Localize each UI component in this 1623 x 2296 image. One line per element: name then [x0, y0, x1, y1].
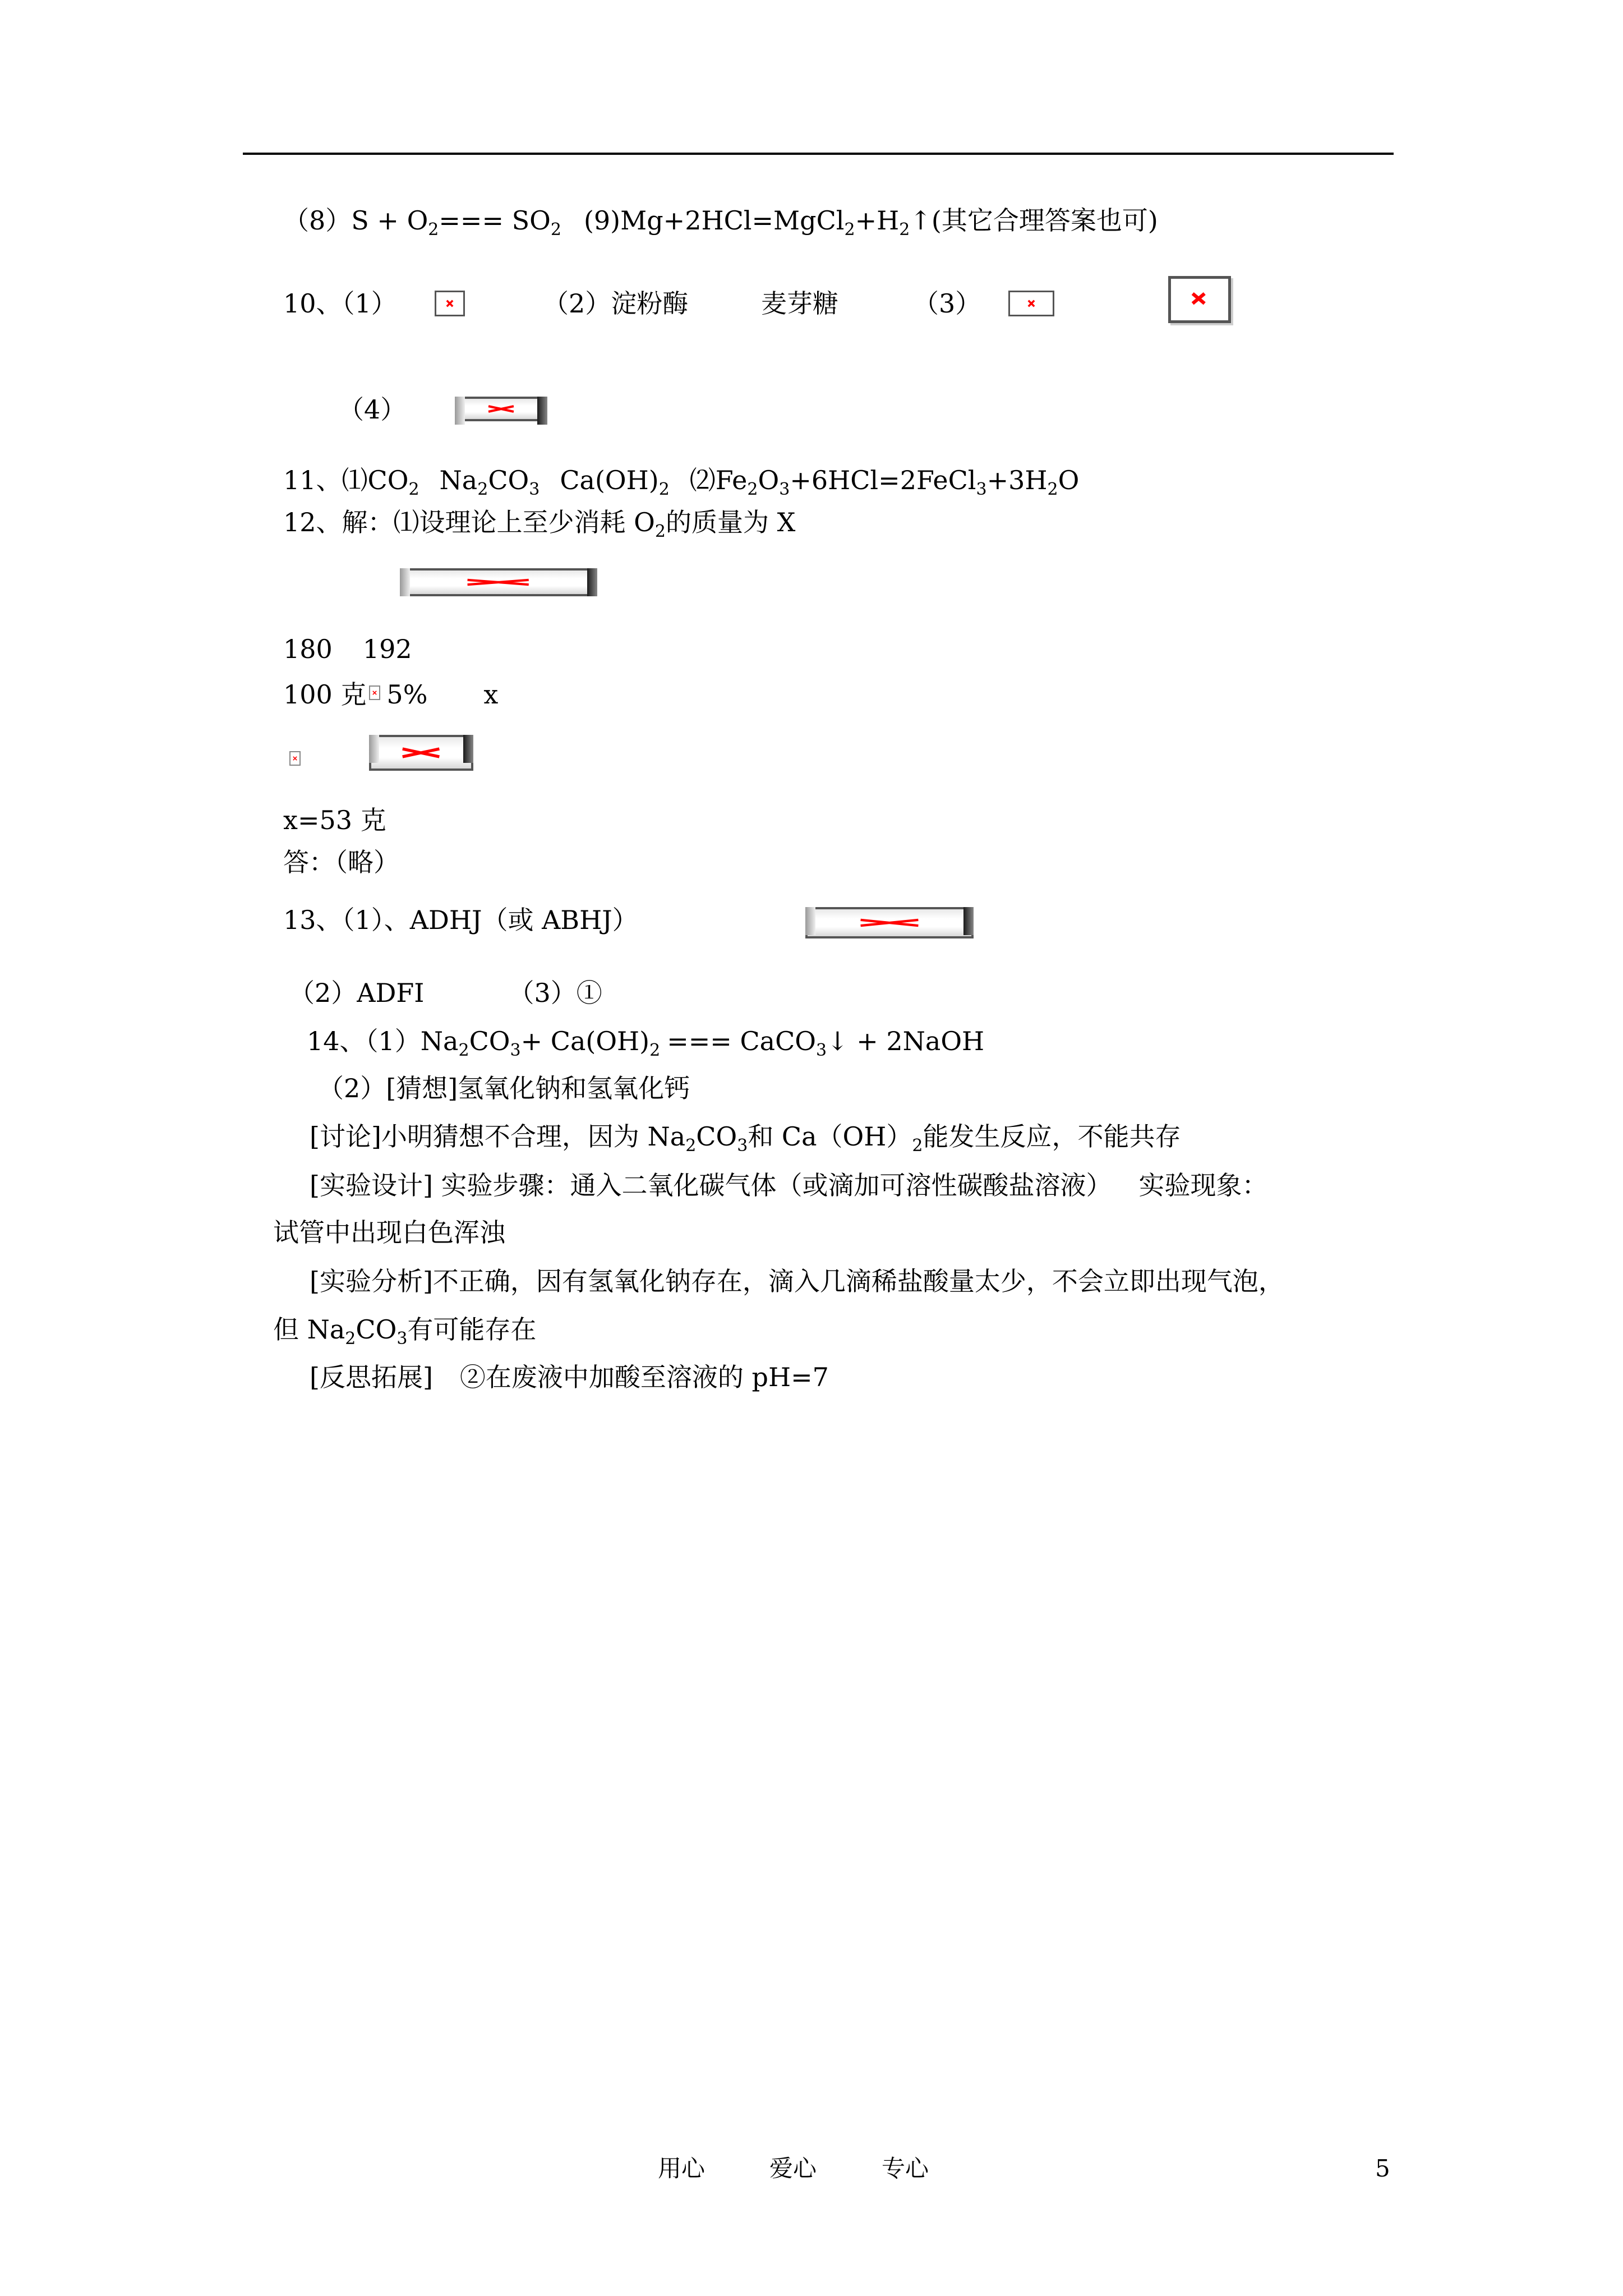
text: CO	[696, 1121, 737, 1152]
answer-line-14	[307, 1024, 984, 1068]
answer-line-10	[283, 287, 397, 320]
answer-line-14-hypothesis	[318, 1071, 690, 1105]
text: + Ca(OH)	[520, 1026, 650, 1056]
answer-line-13-part2	[289, 976, 602, 1010]
answer-line-10-part4	[913, 287, 981, 320]
text: 5%	[386, 679, 428, 710]
subscript: 2	[844, 220, 855, 240]
text: （8）S + O	[283, 205, 428, 236]
broken-image-icon	[400, 568, 597, 596]
broken-image-icon	[455, 397, 547, 421]
text: （3）	[913, 288, 981, 319]
answer-line-14-analysis-cont	[273, 1313, 536, 1356]
subscript: 3	[510, 1041, 521, 1060]
text: CO	[488, 465, 529, 495]
text: 实验现象：	[1138, 1170, 1268, 1200]
subscript: 2	[477, 480, 488, 499]
text: x=53 克	[283, 805, 386, 835]
broken-image-icon	[1168, 276, 1231, 323]
text: 试管中出现白色浑浊	[273, 1217, 505, 1248]
text: 能发生反应，不能共存	[923, 1121, 1181, 1152]
text: CO	[356, 1314, 397, 1345]
subscript: 2	[458, 1041, 469, 1060]
page-number: 5	[1375, 2155, 1390, 2182]
text: 有可能存在	[407, 1314, 537, 1345]
text: [反思拓展]	[310, 1362, 433, 1392]
answer-line-10-4	[338, 393, 406, 426]
answer-line-10-part2	[543, 287, 688, 320]
text: === CaCO	[667, 1026, 816, 1056]
broken-image-icon	[369, 685, 380, 700]
text: ↓ + 2NaOH	[827, 1026, 985, 1056]
text: 13、（1）、ADHJ（或 ABHJ）	[283, 905, 638, 935]
subscript: 2	[550, 220, 561, 240]
header-rule	[243, 153, 1394, 155]
subscript: 2	[345, 1329, 356, 1349]
subscript: 3	[529, 480, 540, 499]
text: 的质量为 X	[665, 507, 796, 537]
text: 180	[283, 634, 333, 664]
answer-line-12	[283, 505, 795, 549]
answer-line-12-masses	[283, 632, 412, 666]
footer-motto: 专心	[882, 2155, 929, 2182]
text: CO	[469, 1026, 510, 1056]
subscript: 3	[976, 480, 987, 499]
footer-motto: 用心	[658, 2155, 706, 2182]
answer-line-14-reflection	[310, 1360, 829, 1394]
text: 但 Na	[273, 1314, 345, 1345]
text: [讨论]小明猜想不合理，因为 Na	[310, 1121, 686, 1152]
text: （2）淀粉酶	[543, 288, 689, 319]
text: [实验分析]不正确，因有氢氧化钠存在，滴入几滴稀盐酸量太少，不会立即出现气泡，	[310, 1266, 1284, 1296]
subscript: 2	[747, 480, 758, 499]
answer-line-12-quantities	[283, 678, 498, 711]
answer-line-12-result	[283, 803, 386, 837]
answer-line-10-part3	[761, 287, 838, 320]
broken-image-icon	[435, 291, 465, 316]
answer-line-14-analysis	[310, 1264, 1284, 1298]
footer-motto: 爱心	[769, 2155, 817, 2182]
subscript: 2	[428, 220, 439, 240]
text: x	[483, 679, 499, 710]
text: （3）①	[508, 978, 602, 1008]
text: === SO	[439, 205, 551, 236]
answer-line-13	[283, 903, 638, 937]
answer-line-12-answer	[283, 845, 399, 879]
subscript: 2	[685, 1136, 697, 1156]
text: 14、（1）Na	[307, 1026, 459, 1056]
broken-image-icon	[369, 735, 473, 771]
text: Ca(OH)	[560, 465, 659, 495]
text: O	[758, 465, 780, 495]
subscript: 2	[1047, 480, 1058, 499]
broken-image-icon	[1008, 291, 1054, 316]
subscript: 2	[912, 1136, 923, 1156]
answer-line-14-design	[310, 1168, 1268, 1202]
subscript: 3	[815, 1041, 827, 1060]
answer-line-11	[283, 463, 1079, 507]
text: [实验设计] 实验步骤：通入二氧化碳气体（或滴加可溶性碳酸盐溶液）	[310, 1170, 1112, 1200]
text: 12、解：⑴设理论上至少消耗 O	[283, 507, 655, 537]
text: ⑵Fe	[689, 465, 748, 495]
broken-image-icon	[289, 751, 301, 766]
text: 11、⑴CO	[283, 465, 409, 495]
subscript: 3	[737, 1136, 748, 1156]
text: 和 Ca（OH）	[748, 1121, 912, 1152]
answer-line-8	[283, 204, 1158, 247]
subscript: 2	[658, 480, 670, 499]
text: +3H	[986, 465, 1048, 495]
text: O	[1058, 465, 1080, 495]
subscript: 2	[654, 522, 666, 541]
subscript: 2	[649, 1041, 661, 1060]
text: 答：（略）	[283, 847, 399, 877]
text: +6HCl=2FeCl	[790, 465, 976, 495]
text: (9)Mg+2HCl=MgCl	[583, 205, 845, 236]
text: （2）ADFI	[289, 978, 425, 1008]
text: 麦芽糖	[761, 288, 838, 319]
text: 100 克	[283, 679, 367, 710]
text: 192	[362, 634, 412, 664]
text: ↑(其它合理答案也可)	[910, 205, 1158, 236]
subscript: 3	[396, 1329, 408, 1349]
subscript: 2	[899, 220, 910, 240]
answer-line-14-discussion	[310, 1120, 1181, 1163]
subscript: 3	[779, 480, 790, 499]
text: Na	[439, 465, 478, 495]
broken-image-icon	[805, 907, 974, 938]
text: ②在废液中加酸至溶液的 pH=7	[459, 1362, 829, 1392]
text: （2）[猜想]氢氧化钠和氢氧化钙	[318, 1073, 690, 1103]
subscript: 2	[408, 480, 419, 499]
answer-line-14-design-cont	[273, 1216, 505, 1249]
text: +H	[855, 205, 900, 236]
text: （4）	[338, 394, 407, 425]
text: 10、（1）	[283, 288, 397, 319]
